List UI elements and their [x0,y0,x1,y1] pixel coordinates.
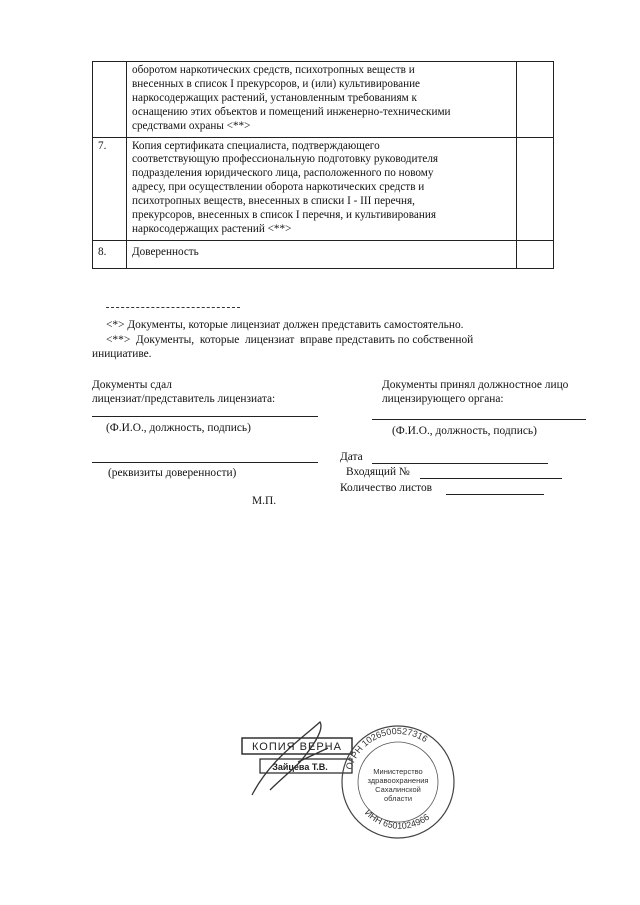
date-label: Дата [340,451,363,463]
seal-center-text: Министерство [373,767,423,776]
row-number [93,62,127,138]
table-row [93,62,554,138]
submitted-label: Документы сдал [92,379,172,391]
seal-center-text: здравоохранения [367,776,429,785]
row-line: соответствующую профессиональную подготовку руководителя [132,153,439,166]
row-description [127,240,517,268]
incoming-label: Входящий № [346,466,410,478]
fio-caption-left: (Ф.И.О., должность, подпись) [106,422,251,434]
row-mark-cell [517,137,554,240]
row-line: адресу, при осуществлении оборота наркотических средств и [132,181,425,194]
copy-label: КОПИЯ ВЕРНА [252,741,342,753]
certification-stamp [200,700,480,870]
signature-line-right [372,419,586,420]
seal-inn: ИНН 6501024966 [362,807,432,831]
row-line: наркосодержащих растений <**> [132,222,292,235]
row-mark-cell [517,240,554,268]
footnote-1: <*> Документы, которые лицензиат должен представить самостоятельно. [106,319,464,331]
row-line: прекурсоров, внесенных в список I перечня, и культивирования [132,209,436,222]
row-line: оборотом наркотических средств, психотропных веществ и [132,64,415,76]
seal-place-label: М.П. [252,495,277,507]
signer-name: Зайцева Т.В. [272,762,328,772]
row-number: 7. [93,137,127,240]
seal-ogrn: ОГРН 1026500527316 [343,725,430,771]
footnote-2-line1: <**> Документы, которые лицензиат вправе представить по собственной [106,334,474,346]
table-row [93,240,554,268]
row-line: наркосодержащих растений, установленным требованиям к [132,91,417,104]
row-description [127,62,517,138]
proxy-caption: (реквизиты доверенности) [108,467,237,479]
row-line: средствами охраны <**> [132,119,251,132]
seal-center-text: Сахалинской [375,785,421,794]
row-line: внесенных в список I прекурсоров, и (или) культивирование [132,77,421,90]
accepted-sublabel: лицензирующего органа: [382,393,504,405]
fio-caption-right: (Ф.И.О., должность, подпись) [392,425,537,437]
incoming-line [420,478,562,479]
row-line: психотропных веществ, внесенных в списки I - III перечня, [132,195,415,208]
proxy-line [92,462,318,463]
seal-center-text: области [383,794,413,803]
row-description [127,137,517,240]
table-row [93,137,554,240]
row-number: 8. [93,240,127,268]
documents-table [92,61,554,269]
row-line: Доверенность [132,245,199,258]
row-line: подразделения юридического лица, расположенного по новому [132,167,434,180]
accepted-label: Документы принял должностное лицо [382,379,569,391]
row-mark-cell [517,62,554,138]
date-line [372,463,548,464]
sheets-line [446,494,544,495]
submitted-sublabel: лицензиат/представитель лицензиата: [92,393,276,405]
footnote-separator [106,307,240,308]
footnote-2-line2: инициативе. [92,348,152,360]
signature-line-left [92,416,318,417]
sheets-label: Количество листов [340,482,433,494]
row-line: оснащению этих объектов и помещений инженерно-техническими [132,105,451,118]
row-line: Копия сертификата специалиста, подтверждающего [132,139,380,152]
